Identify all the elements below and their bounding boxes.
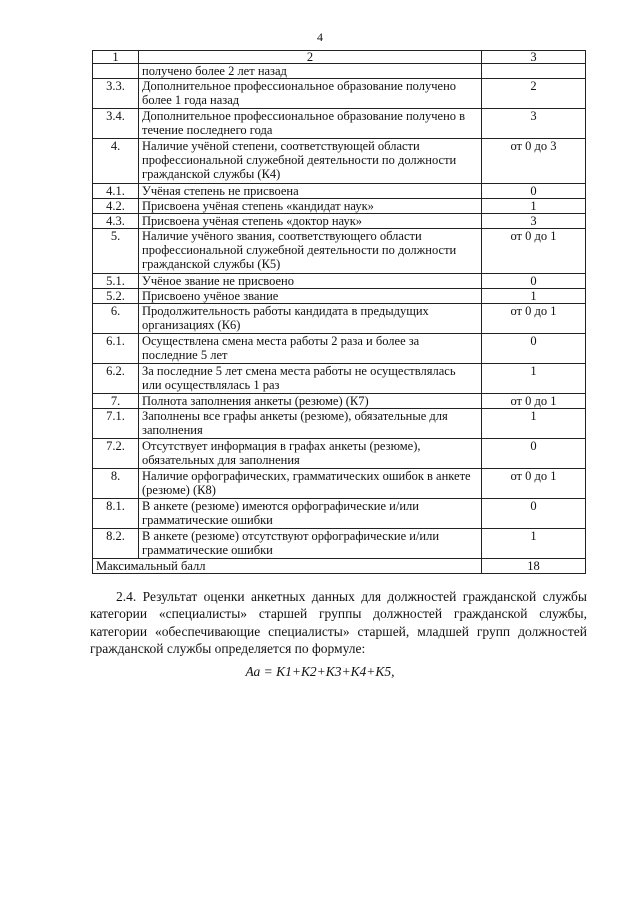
row-criterion: Присвоено учёное звание bbox=[139, 289, 482, 304]
total-value: 18 bbox=[482, 559, 586, 574]
table-row bbox=[93, 274, 586, 289]
table-row bbox=[93, 199, 586, 214]
row-number: 6. bbox=[93, 304, 139, 334]
row-score: 3 bbox=[482, 214, 586, 229]
page-number: 4 bbox=[317, 30, 323, 44]
table-row bbox=[93, 229, 586, 274]
paragraph-text: 2.4. Результат оценки анкетных данных для должностей гражданской службы категории «специалисты» старшей группы должностей гражданской службы, категории «обеспечивающие специалисты» старшей, младшей групп должностей гражданской службы определяется по формуле: bbox=[90, 589, 587, 656]
row-number: 5.2. bbox=[93, 289, 139, 304]
row-criterion: Наличие учёной степени, соответствующей области профессиональной служебной деятельности по должности гражданской службы (К4) bbox=[139, 139, 482, 184]
header-cell-number: 1 bbox=[93, 51, 139, 64]
table-row bbox=[93, 184, 586, 199]
row-score: 0 bbox=[482, 334, 586, 364]
row-score: 1 bbox=[482, 409, 586, 439]
row-number: 6.1. bbox=[93, 334, 139, 364]
row-number: 3.4. bbox=[93, 109, 139, 139]
row-criterion: Осуществлена смена места работы 2 раза и более за последние 5 лет bbox=[139, 334, 482, 364]
row-score: 3 bbox=[482, 109, 586, 139]
row-number: 7. bbox=[93, 394, 139, 409]
table-header-row bbox=[93, 51, 586, 64]
row-number: 4.3. bbox=[93, 214, 139, 229]
row-criterion: Продолжительность работы кандидата в предыдущих организациях (К6) bbox=[139, 304, 482, 334]
row-score: 1 bbox=[482, 199, 586, 214]
row-criterion: Наличие учёного звания, соответствующего области профессиональной служебной деятельности по должности гражданской службы (К5) bbox=[139, 229, 482, 274]
row-criterion: За последние 5 лет смена места работы не осуществлялась или осуществлялась 1 раз bbox=[139, 364, 482, 394]
header-cell-score: 3 bbox=[482, 51, 586, 64]
row-number: 5.1. bbox=[93, 274, 139, 289]
row-number: 4.1. bbox=[93, 184, 139, 199]
criteria-table bbox=[92, 50, 586, 574]
table-row bbox=[93, 214, 586, 229]
table-row bbox=[93, 439, 586, 469]
table-row bbox=[93, 334, 586, 364]
row-criterion: В анкете (резюме) имеются орфографические и/или грамматические ошибки bbox=[139, 499, 482, 529]
header-cell-criterion: 2 bbox=[139, 51, 482, 64]
row-criterion: Учёная степень не присвоена bbox=[139, 184, 482, 199]
row-criterion: Отсутствует информация в графах анкеты (резюме), обязательных для заполнения bbox=[139, 439, 482, 469]
row-number: 7.2. bbox=[93, 439, 139, 469]
row-criterion: В анкете (резюме) отсутствуют орфографические и/или грамматические ошибки bbox=[139, 529, 482, 559]
table-row bbox=[93, 499, 586, 529]
row-score: от 0 до 1 bbox=[482, 394, 586, 409]
row-number: 7.1. bbox=[93, 409, 139, 439]
row-number bbox=[93, 64, 139, 79]
row-number: 8.2. bbox=[93, 529, 139, 559]
table-row bbox=[93, 529, 586, 559]
table-row bbox=[93, 409, 586, 439]
row-criterion: Дополнительное профессиональное образование получено более 1 года назад bbox=[139, 79, 482, 109]
row-score: 0 bbox=[482, 274, 586, 289]
table-row bbox=[93, 304, 586, 334]
table-row bbox=[93, 469, 586, 499]
row-number: 3.3. bbox=[93, 79, 139, 109]
row-criterion: Учёное звание не присвоено bbox=[139, 274, 482, 289]
row-score bbox=[482, 64, 586, 79]
row-score: от 0 до 1 bbox=[482, 469, 586, 499]
row-score: 1 bbox=[482, 529, 586, 559]
section-paragraph bbox=[90, 588, 587, 657]
row-criterion: Наличие орфографических, грамматических ошибок в анкете (резюме) (К8) bbox=[139, 469, 482, 499]
row-score: 1 bbox=[482, 289, 586, 304]
row-criterion: Полнота заполнения анкеты (резюме) (К7) bbox=[139, 394, 482, 409]
row-number: 6.2. bbox=[93, 364, 139, 394]
row-number: 4.2. bbox=[93, 199, 139, 214]
row-score: 0 bbox=[482, 439, 586, 469]
row-number: 5. bbox=[93, 229, 139, 274]
row-criterion: Заполнены все графы анкеты (резюме), обязательные для заполнения bbox=[139, 409, 482, 439]
row-score: 1 bbox=[482, 364, 586, 394]
row-number: 8. bbox=[93, 469, 139, 499]
row-criterion: получено более 2 лет назад bbox=[139, 64, 482, 79]
row-criterion: Присвоена учёная степень «кандидат наук» bbox=[139, 199, 482, 214]
row-criterion: Дополнительное профессиональное образование получено в течение последнего года bbox=[139, 109, 482, 139]
table-row bbox=[93, 79, 586, 109]
total-label: Максимальный балл bbox=[93, 559, 482, 574]
row-criterion: Присвоена учёная степень «доктор наук» bbox=[139, 214, 482, 229]
row-number: 8.1. bbox=[93, 499, 139, 529]
total-row bbox=[93, 559, 586, 574]
row-number: 4. bbox=[93, 139, 139, 184]
formula: Аа = К1+К2+К3+К4+К5, bbox=[245, 664, 395, 679]
table-row bbox=[93, 64, 586, 79]
table-row bbox=[93, 289, 586, 304]
row-score: от 0 до 3 bbox=[482, 139, 586, 184]
table-row bbox=[93, 394, 586, 409]
table-row bbox=[93, 109, 586, 139]
row-score: от 0 до 1 bbox=[482, 229, 586, 274]
row-score: 2 bbox=[482, 79, 586, 109]
table-row bbox=[93, 364, 586, 394]
row-score: от 0 до 1 bbox=[482, 304, 586, 334]
row-score: 0 bbox=[482, 499, 586, 529]
row-score: 0 bbox=[482, 184, 586, 199]
table-row bbox=[93, 139, 586, 184]
